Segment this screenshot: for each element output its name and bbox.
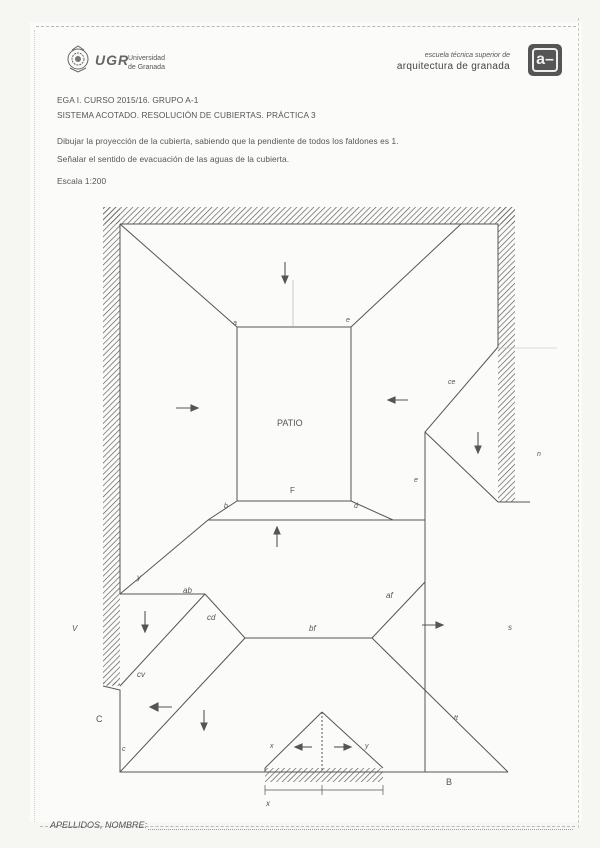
- school-logo-text: a–: [532, 48, 558, 72]
- label-y1: y: [137, 573, 141, 582]
- label-ab: ab: [183, 586, 192, 595]
- arrow-right-gable: [334, 744, 351, 750]
- label-a: a: [233, 320, 237, 327]
- patio-label: PATIO: [277, 418, 303, 428]
- wall-top: [103, 207, 515, 224]
- wall-bottom-patch: [265, 768, 383, 782]
- name-field-label: APELLIDOS, NOMBRE:: [50, 820, 148, 830]
- wall-left: [103, 207, 120, 685]
- label-C: C: [96, 714, 103, 724]
- arrow-left-lower: [150, 703, 172, 711]
- label-ce: ce: [448, 379, 456, 386]
- instruction-1: Dibujar la proyección de la cubierta, sabiendo que la pendiente de todos los faldones es 1.: [57, 136, 399, 146]
- label-f: F: [290, 486, 295, 495]
- label-d: d: [354, 503, 358, 510]
- wall-right-lower: [498, 347, 515, 502]
- roof-lines: [103, 224, 557, 795]
- wall-right-upper: [498, 207, 515, 347]
- school-title: arquitectura de granada: [396, 61, 510, 72]
- label-e2: e: [414, 477, 418, 484]
- arrow-right-left: [176, 405, 198, 411]
- label-s: s: [508, 623, 512, 632]
- arrow-down-left: [142, 611, 148, 632]
- university-name-line2: de Granada: [128, 64, 165, 71]
- label-cd: cd: [207, 613, 216, 622]
- wall-left-step: [103, 682, 120, 686]
- label-c: c: [122, 746, 126, 753]
- instruction-2: Señalar el sentido de evacuación de las aguas de la cubierta.: [57, 154, 290, 164]
- label-x1: x: [270, 743, 274, 750]
- label-B: B: [446, 777, 453, 787]
- school-subtitle: escuela técnica superior de: [424, 52, 510, 59]
- label-e: e: [346, 317, 350, 324]
- label-bf: bf: [309, 624, 316, 633]
- label-cv: cv: [137, 670, 145, 679]
- label-x2: x: [266, 799, 270, 808]
- university-mark: UGR: [95, 52, 130, 68]
- label-y2: y: [365, 743, 369, 750]
- arrow-down-right: [475, 432, 481, 453]
- course-heading: EGA I. CURSO 2015/16. GRUPO A-1: [57, 95, 199, 105]
- name-field-line[interactable]: [148, 829, 573, 830]
- arrow-left-right: [388, 397, 408, 403]
- scale-label: Escala 1:200: [57, 176, 107, 186]
- label-af: af: [386, 591, 393, 600]
- label-v: V: [72, 624, 78, 633]
- patio: [237, 327, 351, 501]
- arrow-down-lower: [201, 710, 207, 730]
- label-tt: tt: [454, 715, 458, 722]
- university-name-line1: Universidad: [128, 55, 165, 62]
- arrow-up-center: [274, 527, 280, 547]
- exercise-title: SISTEMA ACOTADO. RESOLUCIÓN DE CUBIERTAS. PRÁCTICA 3: [57, 110, 316, 120]
- label-n: n: [537, 451, 541, 458]
- label-b: b: [224, 503, 228, 510]
- arrow-left-gable: [295, 744, 312, 750]
- arrow-down-top: [282, 262, 288, 283]
